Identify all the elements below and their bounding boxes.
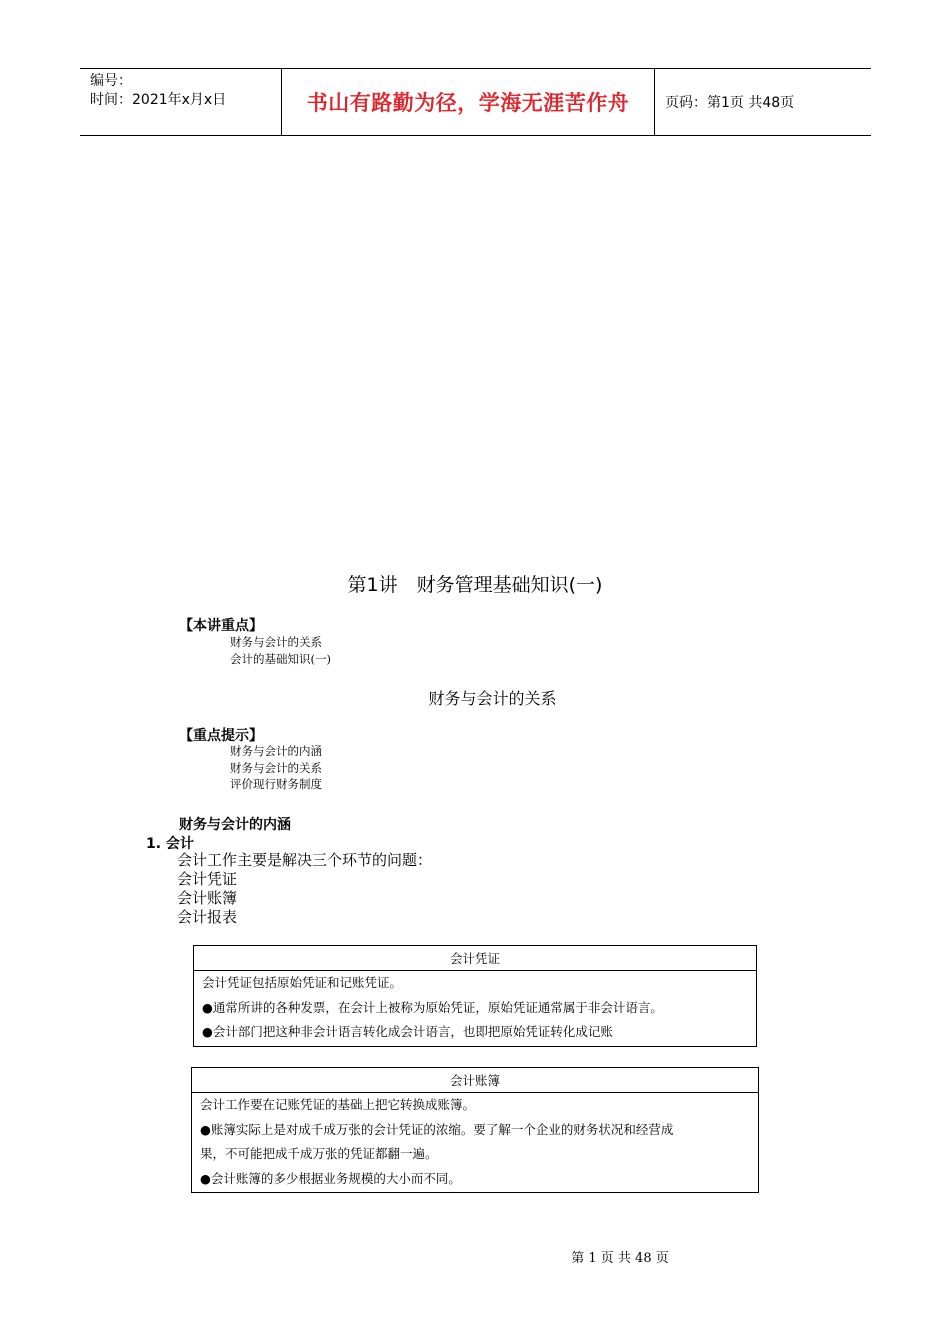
box-line: 会计凭证包括原始凭证和记账凭证。 (202, 975, 403, 990)
document-header (80, 68, 871, 136)
list-item: 财务与会计的关系 (230, 635, 322, 649)
list-item: 财务与会计的内涵 (230, 744, 322, 758)
section-title: 财务与会计的关系 (428, 689, 557, 708)
lecture-title: 第1讲 财务管理基础知识(一) (347, 574, 603, 596)
list-item: 财务与会计的关系 (230, 760, 322, 775)
subsection-title: 财务与会计的内涵 (179, 817, 291, 833)
box-line: ●会计账簿的多少根据业务规模的大小而不同。 (200, 1170, 461, 1186)
page-footer: 第 1 页 共 48 页 (571, 1251, 669, 1266)
item1-lines (177, 851, 432, 927)
tips-label: 【重点提示】 (179, 728, 263, 744)
box-line: 果，不可能把成千成万张的凭证都翻一遍。 (200, 1146, 438, 1161)
voucher-box (193, 945, 757, 1047)
key-points-label: 【本讲重点】 (179, 618, 263, 634)
voucher-box-title: 会计凭证 (194, 946, 756, 971)
time-label: 时间：2021年x月x日 (90, 92, 227, 108)
tips-list (230, 743, 322, 793)
list-item: 会计的基础知识(一) (230, 651, 331, 666)
list-item: 会计账簿 (177, 889, 238, 907)
list-item: 会计报表 (177, 908, 238, 926)
ledger-box (191, 1067, 759, 1193)
motto: 书山有路勤为径，学海无涯苦作舟 (281, 69, 655, 135)
box-line: ●账簿实际上是对成千成万张的会计凭证的浓缩。要了解一个企业的财务状况和经营成 (200, 1121, 674, 1137)
number-label: 编号： (90, 73, 132, 89)
header-meta (80, 69, 281, 135)
box-line: ●通常所讲的各种发票，在会计上被称为原始凭证，原始凭证通常属于非会计语言。 (202, 999, 663, 1015)
box-line: ●会计部门把这种非会计语言转化成会计语言，也即把原始凭证转化成记账 (202, 1024, 613, 1039)
list-item: 评价现行财务制度 (230, 777, 322, 791)
item1-heading: 1. 会计 (146, 836, 194, 852)
list-item: 会计凭证 (177, 870, 238, 888)
list-item: 会计工作主要是解决三个环节的问题： (177, 851, 433, 869)
ledger-box-title: 会计账簿 (192, 1068, 758, 1093)
box-line: 会计工作要在记账凭证的基础上把它转换成账簿。 (200, 1097, 476, 1112)
page-label: 页码：第1页 共48页 (665, 95, 795, 111)
key-points-list (230, 634, 331, 667)
